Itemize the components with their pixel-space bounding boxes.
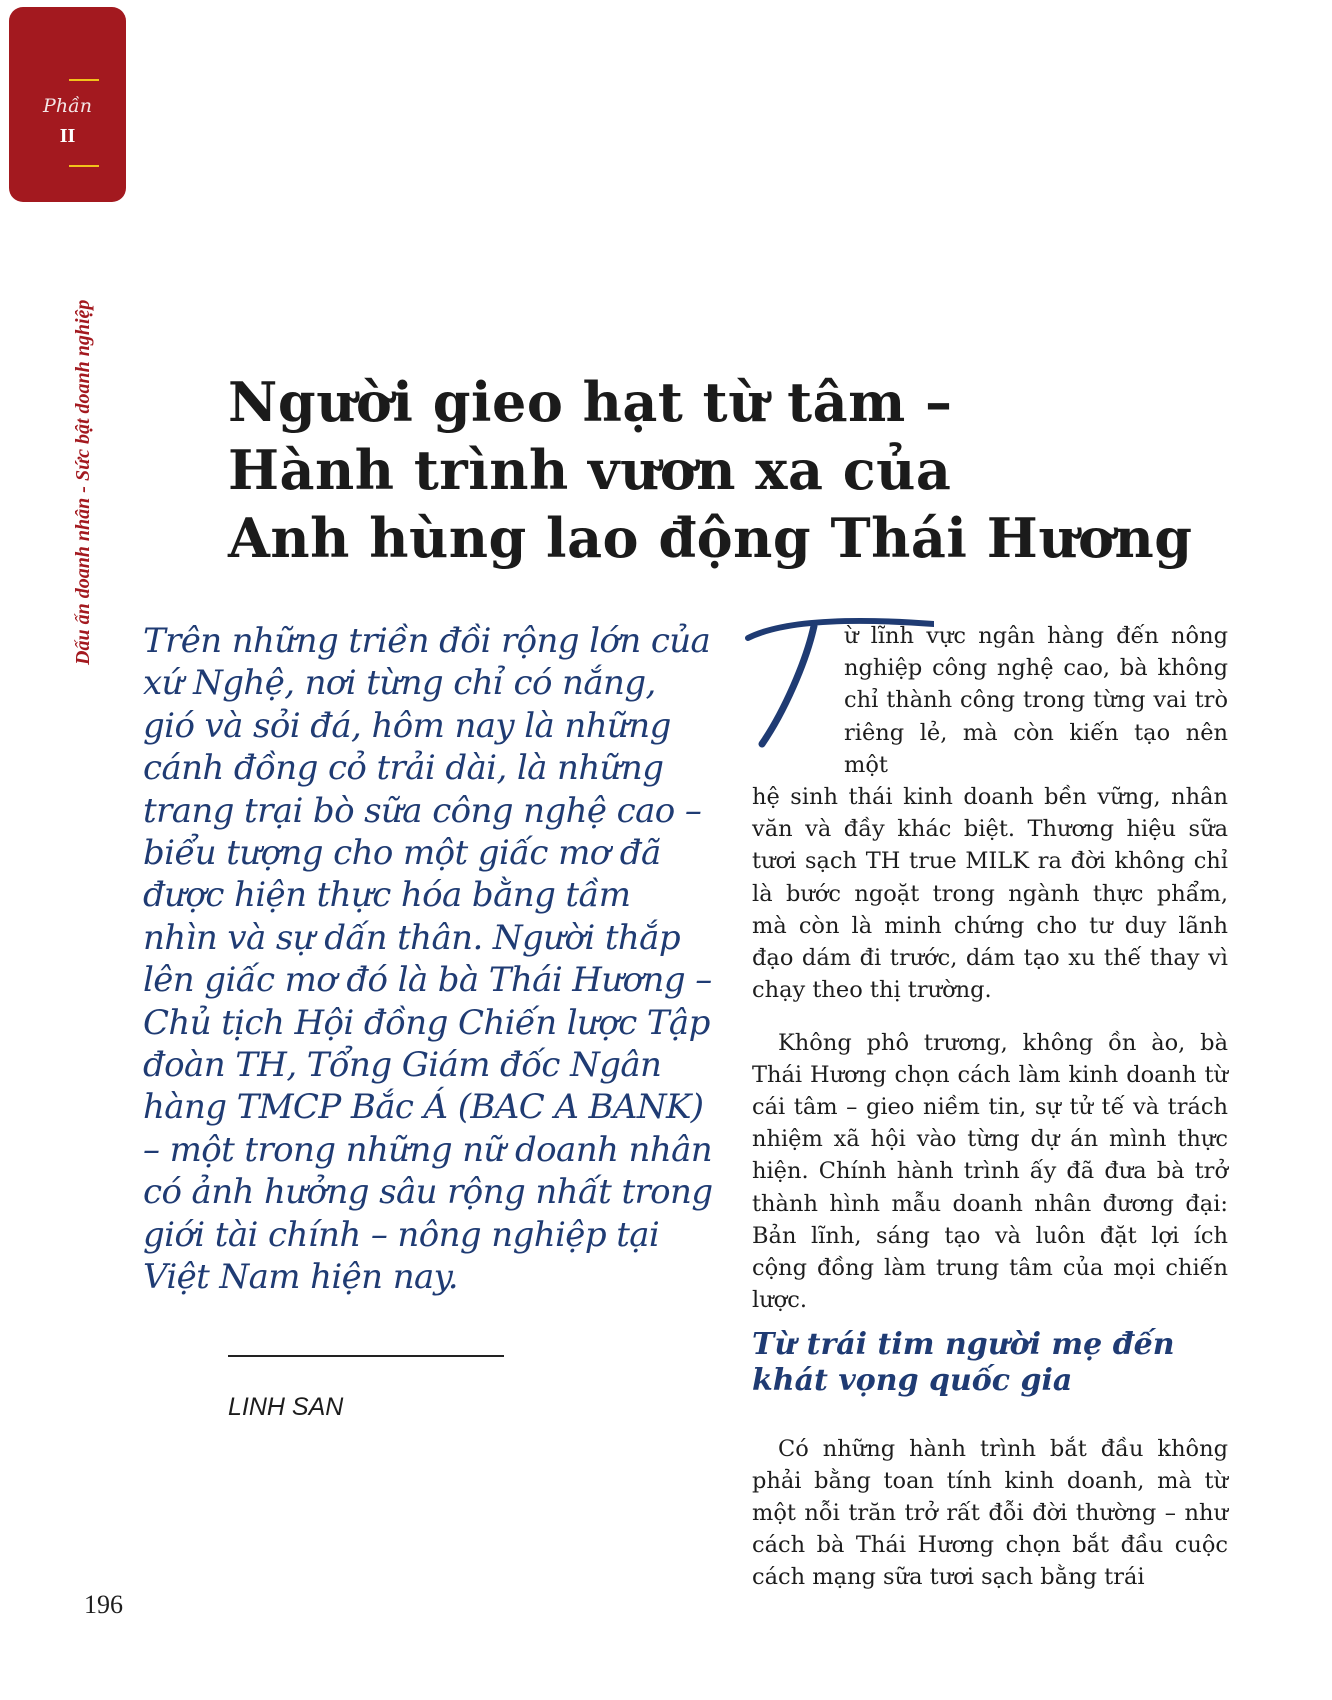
tab-rule-bottom <box>69 165 99 167</box>
title-line: Người gieo hạt từ tâm – <box>228 370 953 434</box>
paragraph-1-rest: hệ sinh thái kinh doanh bền vững, nhân văn và đầy khác biệt. Thương hiệu sữa tươi sạch TH true MILK ra đời không chỉ là bước ngoặt trong ngành thực phẩm, mà còn là minh chứng cho tư duy lãnh đạo dám đi trước, dám tạo xu thế thay vì chạy theo thị trường. <box>752 784 1228 1004</box>
paragraph-1-indented: ừ lĩnh vực ngân hàng đến nông nghiệp công nghệ cao, bà không chỉ thành công trong từng vai trò riêng lẻ, mà còn kiến tạo nên một <box>844 623 1228 778</box>
tab-rule-top <box>69 79 99 81</box>
body-paragraph-1 <box>752 620 1228 1006</box>
title-line: Hành trình vươn xa của <box>228 438 952 502</box>
body-paragraph-2: Không phô trương, không ồn ào, bà Thái Hương chọn cách làm kinh doanh từ cái tâm – gieo niềm tin, sự tử tế và trách nhiệm xã hội vào từng dự án mình thực hiện. Chính hành trình ấy đã đưa bà trở thành hình mẫu doanh nhân đương đại: Bản lĩnh, sáng tạo và luôn đặt lợi ích cộng đồng làm trung tâm của mọi chiến lược. <box>752 1029 1228 1314</box>
section-tab <box>9 7 126 202</box>
author-separator <box>228 1355 504 1357</box>
body-paragraph-3: Có những hành trình bắt đầu không phải bằng toan tính kinh doanh, mà từ một nỗi trăn trở rất đỗi đời thường – như cách bà Thái Hương chọn bắt đầu cuộc cách mạng sữa tươi sạch bằng trái <box>752 1435 1228 1591</box>
section-label: Phần <box>43 95 92 117</box>
section-number: II <box>59 125 76 147</box>
section-subheading: Từ trái tim người mẹ đến khát vọng quốc gia <box>752 1327 1175 1398</box>
lead-paragraph: Trên những triền đồi rộng lớn của xứ Nghệ, nơi từng chỉ có nắng, gió và sỏi đá, hôm nay là những cánh đồng cỏ trải dài, là những trang trại bò sữa công nghệ cao – biểu tượng cho một giấc mơ đã được hiện thực hóa bằng tầm nhìn và sự dấn thân. Người thắp lên giấc mơ đó là bà Thái Hương – Chủ tịch Hội đồng Chiến lược Tập đoàn TH, Tổng Giám đốc Ngân hàng TMCP Bắc Á (BAC A BANK) – một trong những nữ doanh nhân có ảnh hưởng sâu rộng nhất trong giới tài chính – nông nghiệp tại Việt Nam hiện nay. <box>143 621 713 1298</box>
author-name: LINH SAN <box>228 1393 344 1421</box>
page-number: 196 <box>84 1590 123 1619</box>
article-title <box>228 368 1228 572</box>
title-line: Anh hùng lao động Thái Hương <box>228 506 1193 570</box>
side-running-title: Dấu ấn doanh nhân - Sức bật doanh nghiệp <box>72 299 94 665</box>
